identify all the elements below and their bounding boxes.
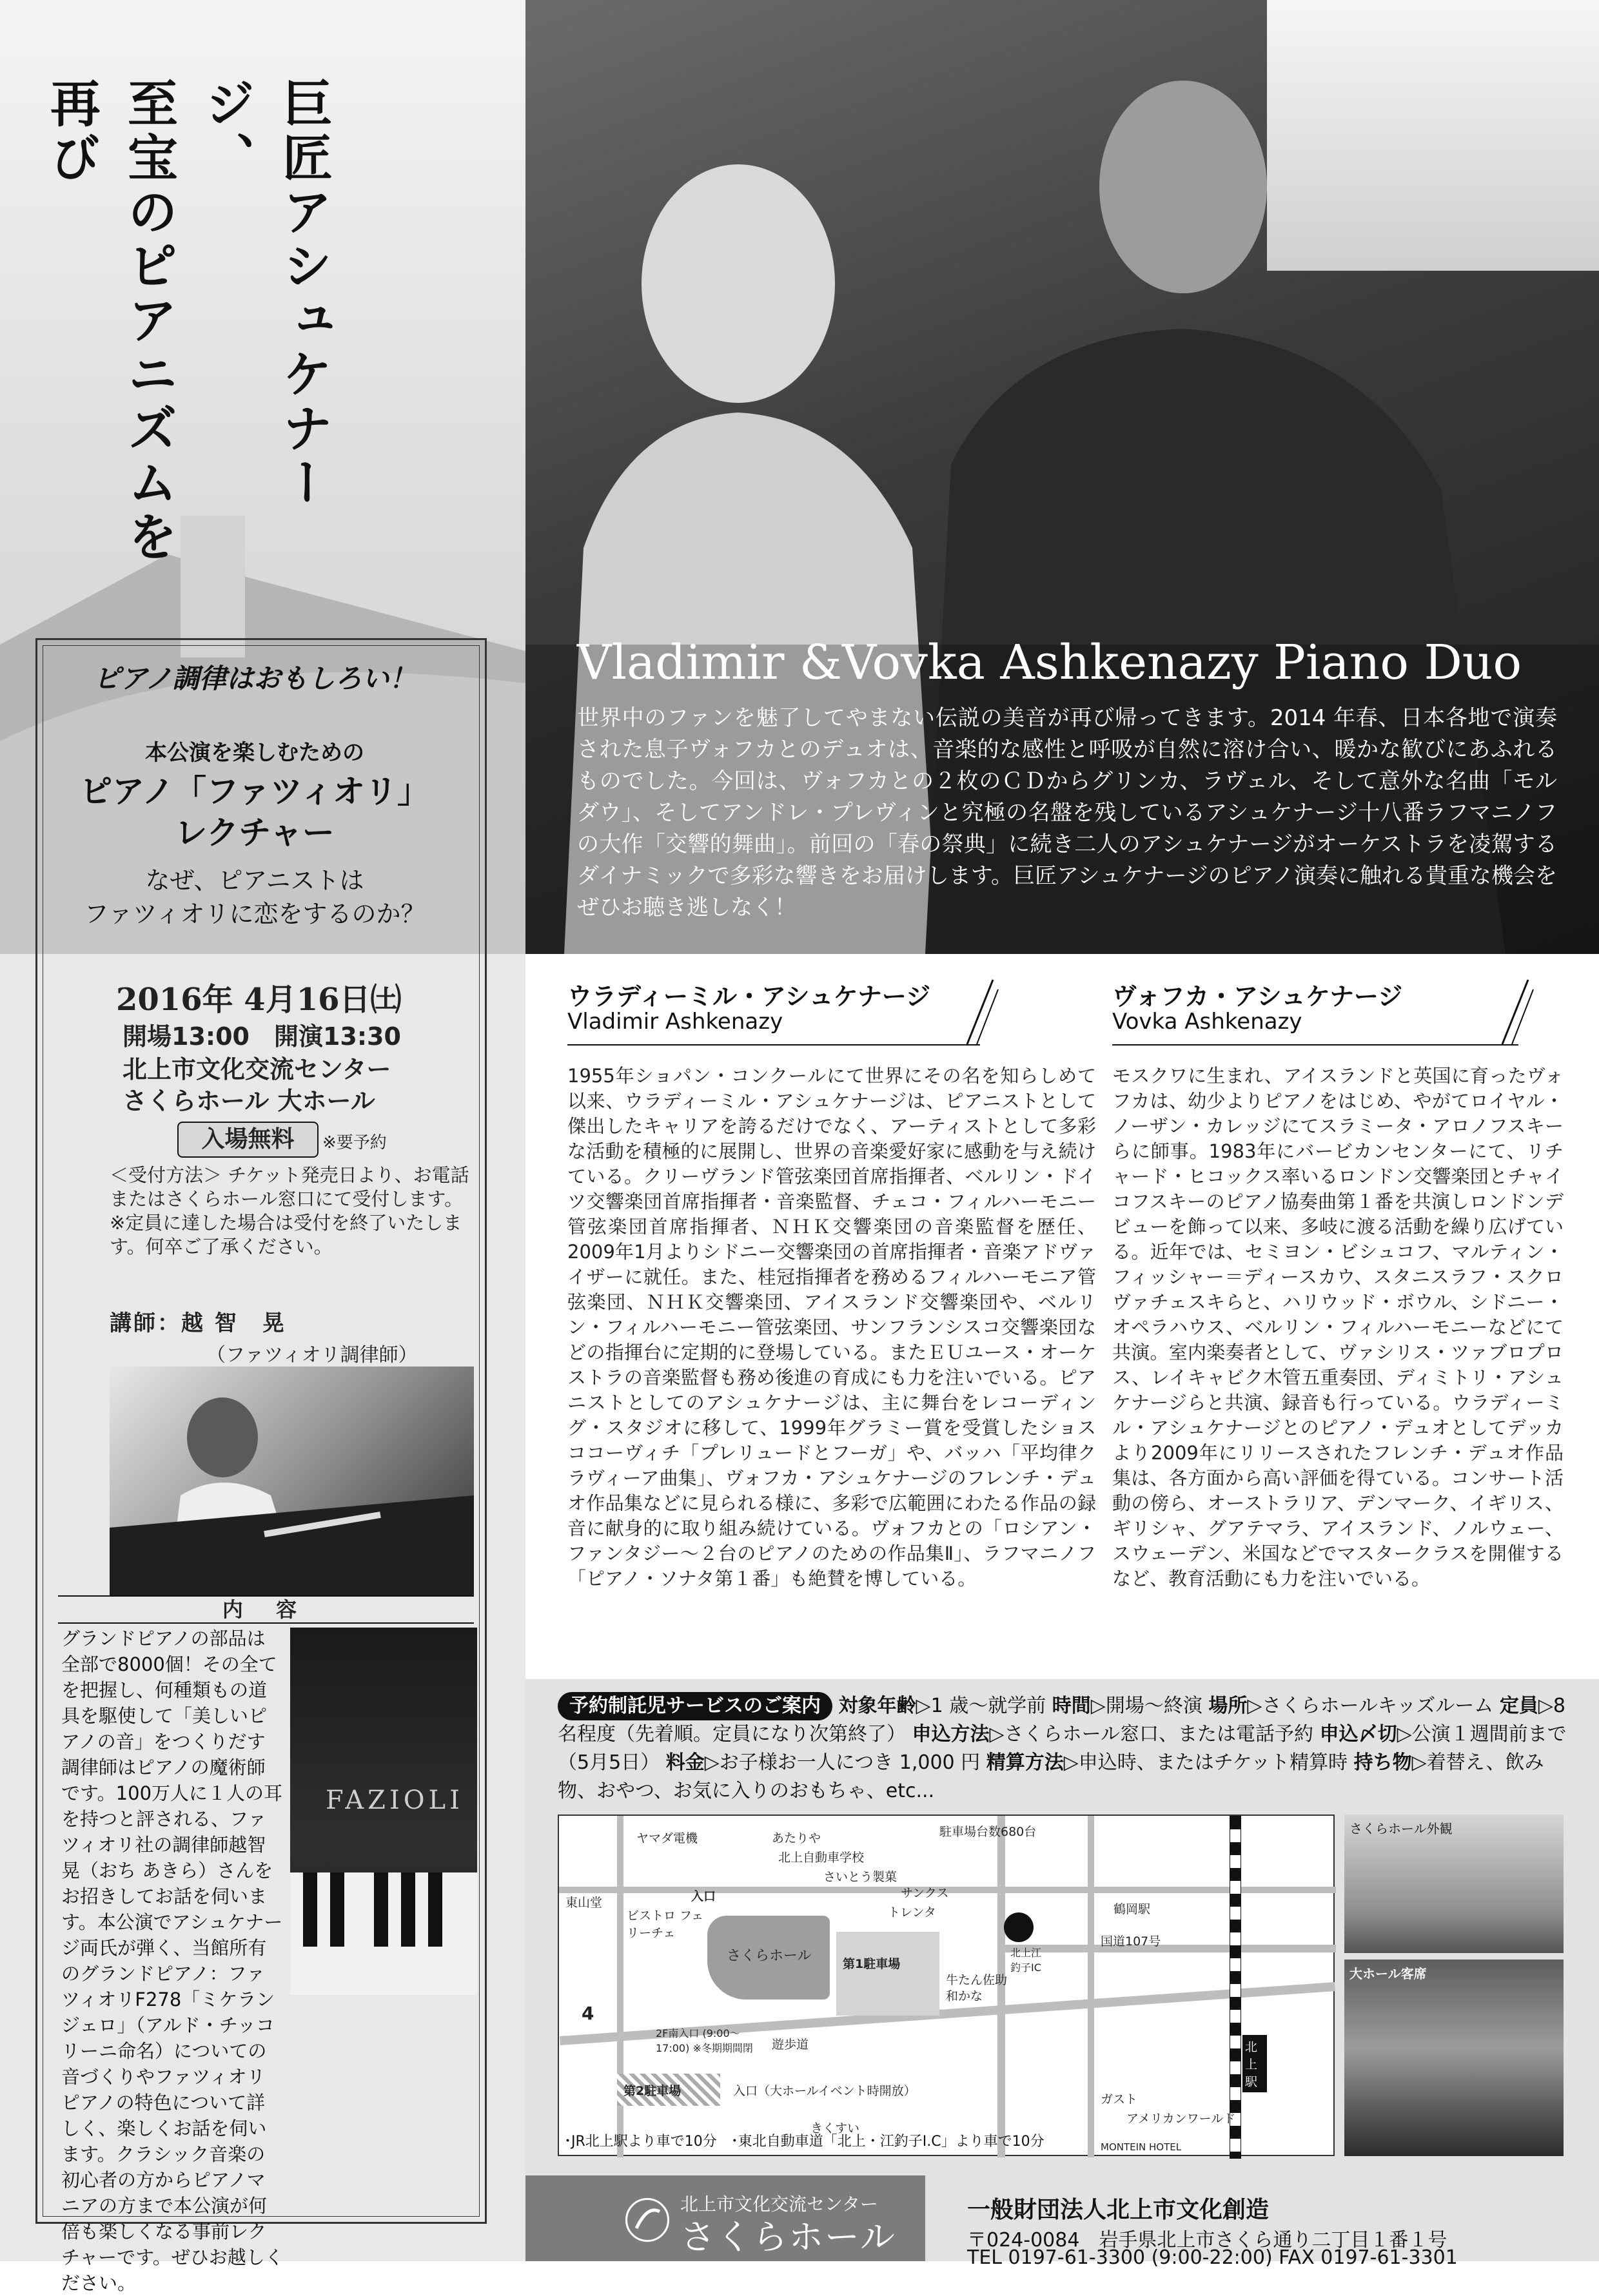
map-access-note: ･JR北上駅より車で10分 ･東北自動車道「北上・江釣子I.C」より車で10分 (564, 2134, 1045, 2150)
artist1-name-jp: ウラディーミル・アシュケナージ (567, 982, 931, 1011)
childcare-item-deadline: 申込〆切▷公演１週間前まで（5月5日） (558, 1723, 1567, 1774)
map-label-yamada: ヤマダ電機 (636, 1831, 698, 1845)
map-label-bistro: ビストロ フェリーチェ (627, 1909, 704, 1940)
sakura-hall-logo-icon (625, 2198, 669, 2242)
lecture-venue-line2: さくらホール 大ホール (123, 1087, 375, 1115)
artist1-bio: 1955年ショパン・コンクールにて世界にその名を知らしめて以来、ウラディーミル・アシュケナージは、ピアニストとして傑出したキャリアを誇るだけでなく、アーティストとして多彩な活動を積極的に展開し、世界の音楽愛好家に感動を与え続けている。クリーヴランド管弦楽団首席指揮者、ベルリン・ドイツ交響楽団首席指揮者・音楽監督、チェコ・フィルハーモニー管弦楽団首席指揮者、ＮＨＫ交響楽団の音楽監督を歴任、2009年1月よりシドニー交響楽団の首席指揮者・音楽アドヴァイザーに就任。また、桂冠指揮者を務めるフィルハーモニア管弦楽団、ＮＨＫ交響楽団、アイスランド交響楽団や、ベルリン・フィルハーモニー管弦楽団、サンフランシスコ交響楽団などの指揮台に定期的に登場している。またＥＵユース・オーケストラの音楽監督も務め後進の育成にも力を注いでいる。ピアニストとしてのアシュケナージは、主に舞台をレコーディング・スタジオに移して、1999年グラミー賞を受賞したショスココーヴィチ「プレリュードとフーガ」や、バッハ「平均律クラヴィーア曲集」、ヴォフカ・アシュケナージのフレンチ・デュオ作品集などに見られる様に、多彩で広範囲にわたる作品の録音に献身的に取り組み続けている。ヴォフカとの「ロシアン・ファンタジー～２台のピアノのための作品集Ⅱ」、ラフマニノフ「ピアノ・ソナタ第１番」も絶賛を博している。 (567, 1065, 1096, 1590)
hall-exterior-photo (1344, 1814, 1564, 1953)
map-label-america: アメリカンワールド (1126, 2112, 1236, 2126)
childcare-item-apply: 申込方法▷さくらホール窓口、または電話予約 (912, 1723, 1314, 1746)
childcare-item-payment: 精算方法▷申込時、またはチケット精算時 (986, 1751, 1348, 1774)
lecture-title-line2: レクチャー (175, 814, 335, 851)
map-label-parking2: 第2駐車場 (623, 2084, 682, 2098)
map-label-entrance-2f: 2F南入口 (9:00〜17:00) ※冬期期間閉 (656, 2027, 753, 2054)
admission-badge: 入場無料 (177, 1122, 319, 1158)
map-label-kikusui: きくすい (810, 2121, 860, 2135)
hall-interior-caption: 大ホール客席 (1349, 1966, 1427, 1981)
lecture-subtitle: 本公演を楽しむための (145, 740, 364, 766)
map-label-kitakami-station: 北上駅 (1242, 2035, 1267, 2092)
instructor-role: （ファツィオリ調律師） (206, 1344, 418, 1367)
tuner-photo (110, 1367, 474, 1599)
content-text-body: グランドピアノの部品は全部で8000個！その全てを把握し、何種類もの道具を駆使して「美しいピアノの音」をつくりだす調律師はピアノの魔術師です。100万人に１人の耳を持つと評される、ファツィオリ社の調律師越智晃（おち あきら）さんをお招きしてお話を伺います。本公演でアシュケナージ両氏が弾く、当館所有のグランドピアノ：ファツィオリF278「ミケランジェロ」（アルド・チッコリーニ命名）についての音づくりやファツィオリピアノの特色について詳しく、楽しくお話を伺います。クラシック音楽の初心者の方からピアノマニアの方まで本公演が何倍も楽しくなる事前レクチャーです。ぜひお越しください。 (61, 1628, 284, 2294)
map-railway (1230, 1816, 1241, 2159)
lecture-time: 開場13:00 開演13:30 (123, 1022, 401, 1051)
fazioli-logo-text: FAZIOLI (326, 1785, 464, 1815)
artist1-slash-decoration (961, 977, 999, 1047)
map-label-entrance: 入口 (691, 1889, 716, 1903)
catch-copy (42, 77, 342, 593)
concert-title: Vladimir &Vovka Ashkenazy Piano Duo (577, 635, 1522, 690)
map-label-hall: さくらホール (727, 1948, 812, 1964)
childcare-item-fee: 料金▷お子様お一人につき 1,000 円 (665, 1751, 981, 1774)
logo-swoosh (627, 2200, 667, 2240)
map-label-walkway: 遊歩道 (772, 2038, 809, 2052)
artist2-rule (1112, 1044, 1518, 1046)
map-label-route107: 国道107号 (1101, 1934, 1161, 1949)
map-road-east (1088, 1816, 1094, 2157)
organizer-tel: TEL 0197-61-3300 (9:00-22:00) FAX 0197-61-3301 (967, 2246, 1458, 2269)
lecture-question-line1: なぜ、ピアニストは (145, 866, 364, 895)
organizer-name: 一般財団法人北上市文化創造 (967, 2197, 1270, 2223)
map-parking1 (836, 1932, 939, 2016)
reception-method: ＜受付方法＞ チケット発売日より、お電話またはさくらホール窓口にて受付します。※定員に達した場合は受付を終了いたします。何卒ご了承ください。 (110, 1164, 469, 1258)
map-label-saitou: さいとう製菓 (823, 1870, 898, 1884)
childcare-tag: 予約制託児サービスのご案内 (558, 1692, 832, 1720)
artist1-rule (567, 1044, 980, 1046)
map-label-mont: MONTEIN HOTEL (1101, 2141, 1182, 2153)
artist2-name-jp: ヴォフカ・アシュケナージ (1112, 982, 1403, 1011)
childcare-item-belongings: 持ち物▷着替え、飲み物、おやつ、お気に入りのおもちゃ、etc... (558, 1751, 1544, 1802)
admission-note: ※要予約 (322, 1133, 387, 1153)
instructor-name: 講師：越 智 晃 (110, 1310, 286, 1336)
childcare-item-time: 時間▷開場～終演 (1052, 1695, 1202, 1717)
content-text-offset (61, 1626, 284, 1987)
map-road-107 (1004, 1945, 1336, 1952)
map-label-entrance-big: 入口（大ホールイベント時開放） (733, 2084, 916, 2098)
map-label-higashiyama: 東山堂 (565, 1896, 603, 1910)
catch-copy-line1: 巨匠アシュケナージ、 (197, 77, 333, 511)
map-label-parking-total: 駐車場台数680台 (939, 1825, 1037, 1839)
logo-subtitle: 北上市文化交流センター (680, 2194, 878, 2215)
lecture-tagline: ピアノ調律はおもしろい！ (93, 663, 417, 694)
map-ic-marker (1004, 1912, 1034, 1942)
logo-title: さくらホール (680, 2217, 896, 2257)
map-label-parking1: 第1駐車場 (843, 1957, 901, 1971)
map-label-route4: 4 (582, 2003, 594, 2024)
catch-copy-line2: 至宝のピアニズムを再び (42, 77, 178, 565)
access-map (558, 1814, 1335, 2156)
map-label-gasuto: ガスト (1101, 2092, 1138, 2106)
map-label-sanks: サンクス (901, 1886, 949, 1900)
artist2-slash-decoration (1496, 977, 1535, 1047)
childcare-item-capacity: 定員▷8 名程度（先着順。定員になり次第終了） (558, 1695, 1566, 1746)
hall-exterior-caption: さくらホール外観 (1349, 1821, 1453, 1836)
map-label-kitakami-ic: 北上江釣子IC (1010, 1947, 1042, 1974)
map-label-driving-school: 北上自動車学校 (778, 1851, 865, 1865)
lecture-venue-line1: 北上市文化交流センター (123, 1055, 391, 1084)
concert-intro: 世界中のファンを魅了してやまない伝説の美音が再び帰ってきます。2014 年春、日本各地で演奏された息子ヴォフカとのデュオは、音楽的な感性と呼吸が自然に溶け合い、暖かな歓びにあふれるものでした。今回は、ヴォフカとの２枚のＣＤからグリンカ、ラヴェル、そして意外な名曲「モルダウ」、そしてアンドレ・プレヴィンと究極の名盤を残しているアシュケナージ十八番ラフマニノフの大作「交響的舞曲」。前回の「春の祭典」に続き二人のアシュケナージがオーケストラを凌駕するダイナミックで多彩な響きをお届けします。巨匠アシュケナージのピアノ演奏に触れる貴重な機会をぜひお聴き逃しなく！ (577, 705, 1557, 920)
map-label-trenta: トレンタ (888, 1905, 936, 1920)
map-label-wakana: 和かな (946, 1989, 983, 2003)
artist1-name-en: Vladimir Ashkenazy (567, 1009, 783, 1035)
childcare-item-age: 対象年齢▷1 歳～就学前 (838, 1695, 1046, 1717)
lecture-question-line2: ファツィオリに恋をするのか？ (84, 900, 426, 928)
lecture-title-line1: ピアノ「ファツィオリ」 (80, 773, 429, 810)
hall-interior-photo (1344, 1960, 1564, 2156)
organizer-address: 〒024‐0084 岩手県北上市さくら通り二丁目１番１号 (967, 2229, 1447, 2252)
childcare-item-place: 場所▷さくらホールキッズルーム (1208, 1695, 1494, 1717)
map-label-tsuruoka: 鶴岡駅 (1113, 1902, 1151, 1916)
artist2-bio: モスクワに生まれ、アイスランドと英国に育ったヴォフカは、幼少よりピアノをはじめ、やがてロイヤル・ノーザン・カレッジにてスラミータ・アロノフスキーらに師事。1983年にバービカンセンターにて、リチャード・ヒコックス率いるロンドン交響楽団とチャイコフスキーのピアノ協奏曲第１番を共演しロンドンデビューを飾って以来、多岐に渡る活動を繰り広げている。近年では、セミヨン・ビシュコフ、マルティン・フィッシャー＝ディースカウ、スタニスラフ・スクロヴァチェスキらと、ハリウッド・ボウル、シドニー・オペラハウス、ベルリン・フィルハーモニーなどにて共演。室内楽奏者として、ヴァシリス・ツァブロプロス、レイキャビク木管五重奏団、ディミトリ・アシュケナージらと共演、録音も行っている。ウラディーミル・アシュケナージとのピアノ・デュオとしてデッカより2009年にリリースされたフレンチ・デュオ作品集は、各方面から高い評価を得ている。コンサート活動の傍ら、オーストラリア、デンマーク、イギリス、ギリシャ、グアテマラ、アイスランド、ノルウェー、スウェーデン、米国などでマスタークラスを開催するなど、教育活動にも力を注いでいる。 (1112, 1065, 1564, 1590)
map-label-gyutan: 牛たん佐助 (946, 1973, 1008, 1987)
tuner-photo-figure (110, 1367, 474, 1599)
map-road-west (617, 1816, 623, 2157)
content-text-column-bottom (61, 1987, 474, 2219)
lecture-date: 2016年 4月16日㈯ (116, 982, 402, 1018)
childcare-info (558, 1692, 1576, 1805)
content-heading: 内 容 (58, 1595, 474, 1624)
artist2-name-en: Vovka Ashkenazy (1112, 1009, 1302, 1035)
map-label-atariya: あたりや (772, 1831, 821, 1845)
